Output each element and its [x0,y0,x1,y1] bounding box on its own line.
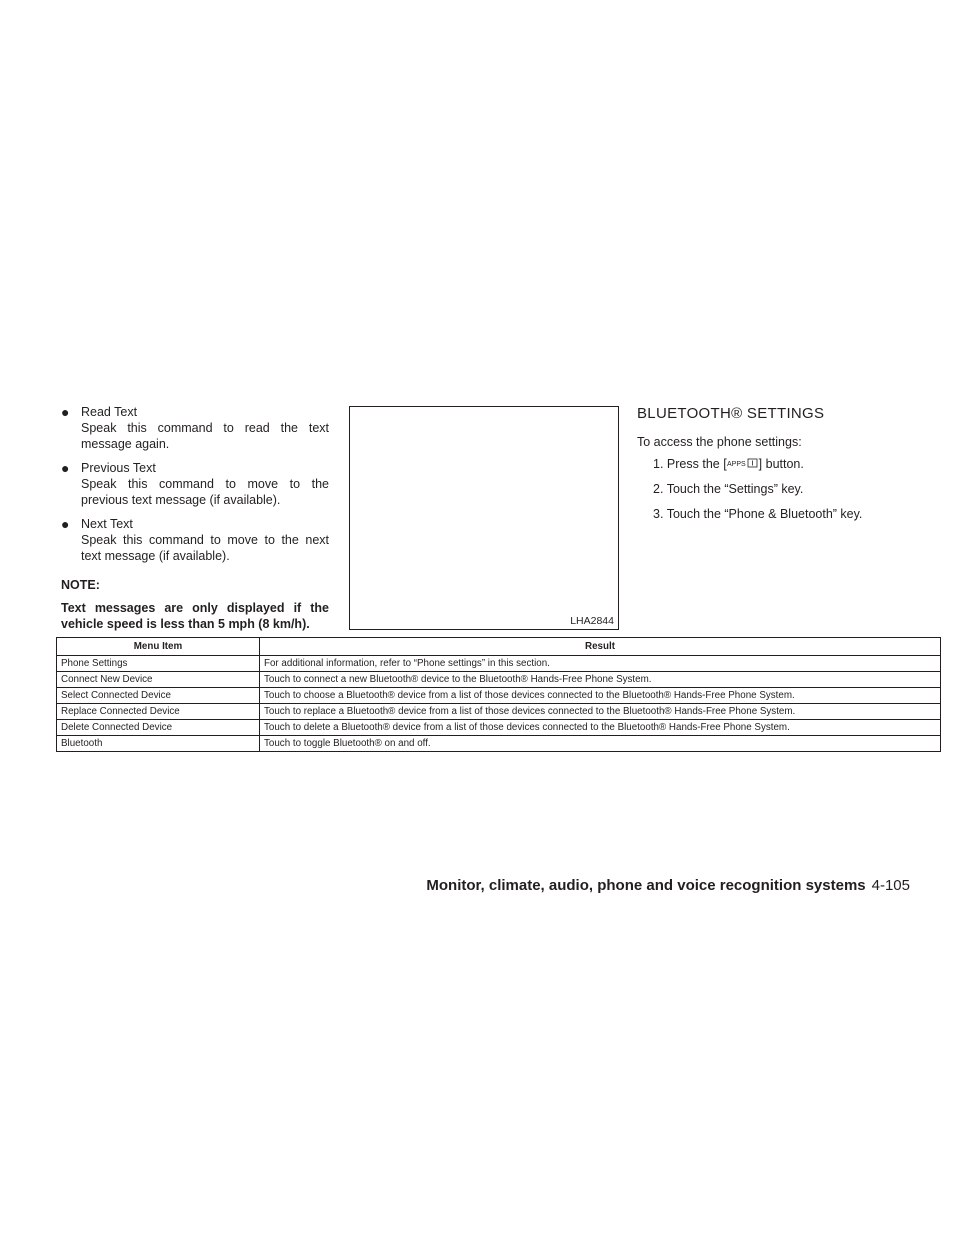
bullet-previous-text [61,460,329,508]
bullet-title: Read Text [81,405,138,419]
apps-button-icon [727,458,759,468]
result-cell: For additional information, refer to “Phone settings” in this section. [260,656,941,672]
steps-list [637,456,907,522]
table-header-row [57,638,941,656]
step-item [637,506,907,522]
bullet-read-text [61,404,329,452]
step-number: 2. [653,482,664,496]
bullet-desc: Speak this command to read the text message again. [81,421,329,451]
svg-text:APPS: APPS [726,461,746,468]
result-cell: Touch to toggle Bluetooth® on and off. [260,736,941,752]
menu-item-cell: Replace Connected Device [57,704,260,720]
table-row [57,704,941,720]
bullet-desc: Speak this command to move to the previous text message (if available). [81,477,329,507]
section-title: BLUETOOTH® SETTINGS [637,405,825,422]
table-row [57,656,941,672]
bullet-desc: Speak this command to move to the next text message (if available). [81,533,329,563]
footer-section-title: Monitor, climate, audio, phone and voice recognition systems [426,877,866,894]
note-text: Text messages are only displayed if the vehicle speed is less than 5 mph (8 km/h). [61,601,329,631]
result-cell: Touch to replace a Bluetooth® device from a list of those devices connected to the Bluetooth® Hands-Free Phone System. [260,704,941,720]
right-column [637,404,907,531]
result-cell: Touch to connect a new Bluetooth® device to the Bluetooth® Hands-Free Phone System. [260,672,941,688]
table-row [57,736,941,752]
bullet-title: Previous Text [81,461,156,475]
step-item [637,456,907,472]
result-cell: Touch to delete a Bluetooth® device from a list of those devices connected to the Bluetooth® Hands-Free Phone System. [260,720,941,736]
bullet-dot: ● [61,404,70,420]
bullet-dot: ● [61,460,70,476]
step-text-after: ] button. [758,457,804,471]
menu-item-cell: Phone Settings [57,656,260,672]
result-cell: Touch to choose a Bluetooth® device from a list of those devices connected to the Bluetooth® Hands-Free Phone System. [260,688,941,704]
menu-item-cell: Delete Connected Device [57,720,260,736]
column-header-menu-item: Menu Item [57,638,260,656]
menu-item-cell: Select Connected Device [57,688,260,704]
page-footer [426,877,910,894]
figure-placeholder [349,406,619,630]
bullet-title: Next Text [81,517,133,531]
step-text-before: Press the [ [666,457,727,471]
step-number: 1. [653,457,664,471]
bluetooth-settings-table [56,637,941,752]
step-item [637,481,907,497]
menu-item-cell: Bluetooth [57,736,260,752]
figure-label: LHA2844 [570,615,614,627]
bullet-dot: ● [61,516,70,532]
menu-item-cell: Connect New Device [57,672,260,688]
step-text: Touch the “Settings” key. [666,482,804,496]
step-text: Touch the “Phone & Bluetooth” key. [666,507,863,521]
bullet-next-text [61,516,329,564]
left-column [61,404,329,632]
table-row [57,688,941,704]
page-number: 4-105 [871,877,910,894]
table-row [57,672,941,688]
column-header-result: Result [260,638,941,656]
step-number: 3. [653,507,664,521]
note-heading: NOTE: [61,578,100,592]
table-row [57,720,941,736]
intro-text: To access the phone settings: [637,435,802,449]
